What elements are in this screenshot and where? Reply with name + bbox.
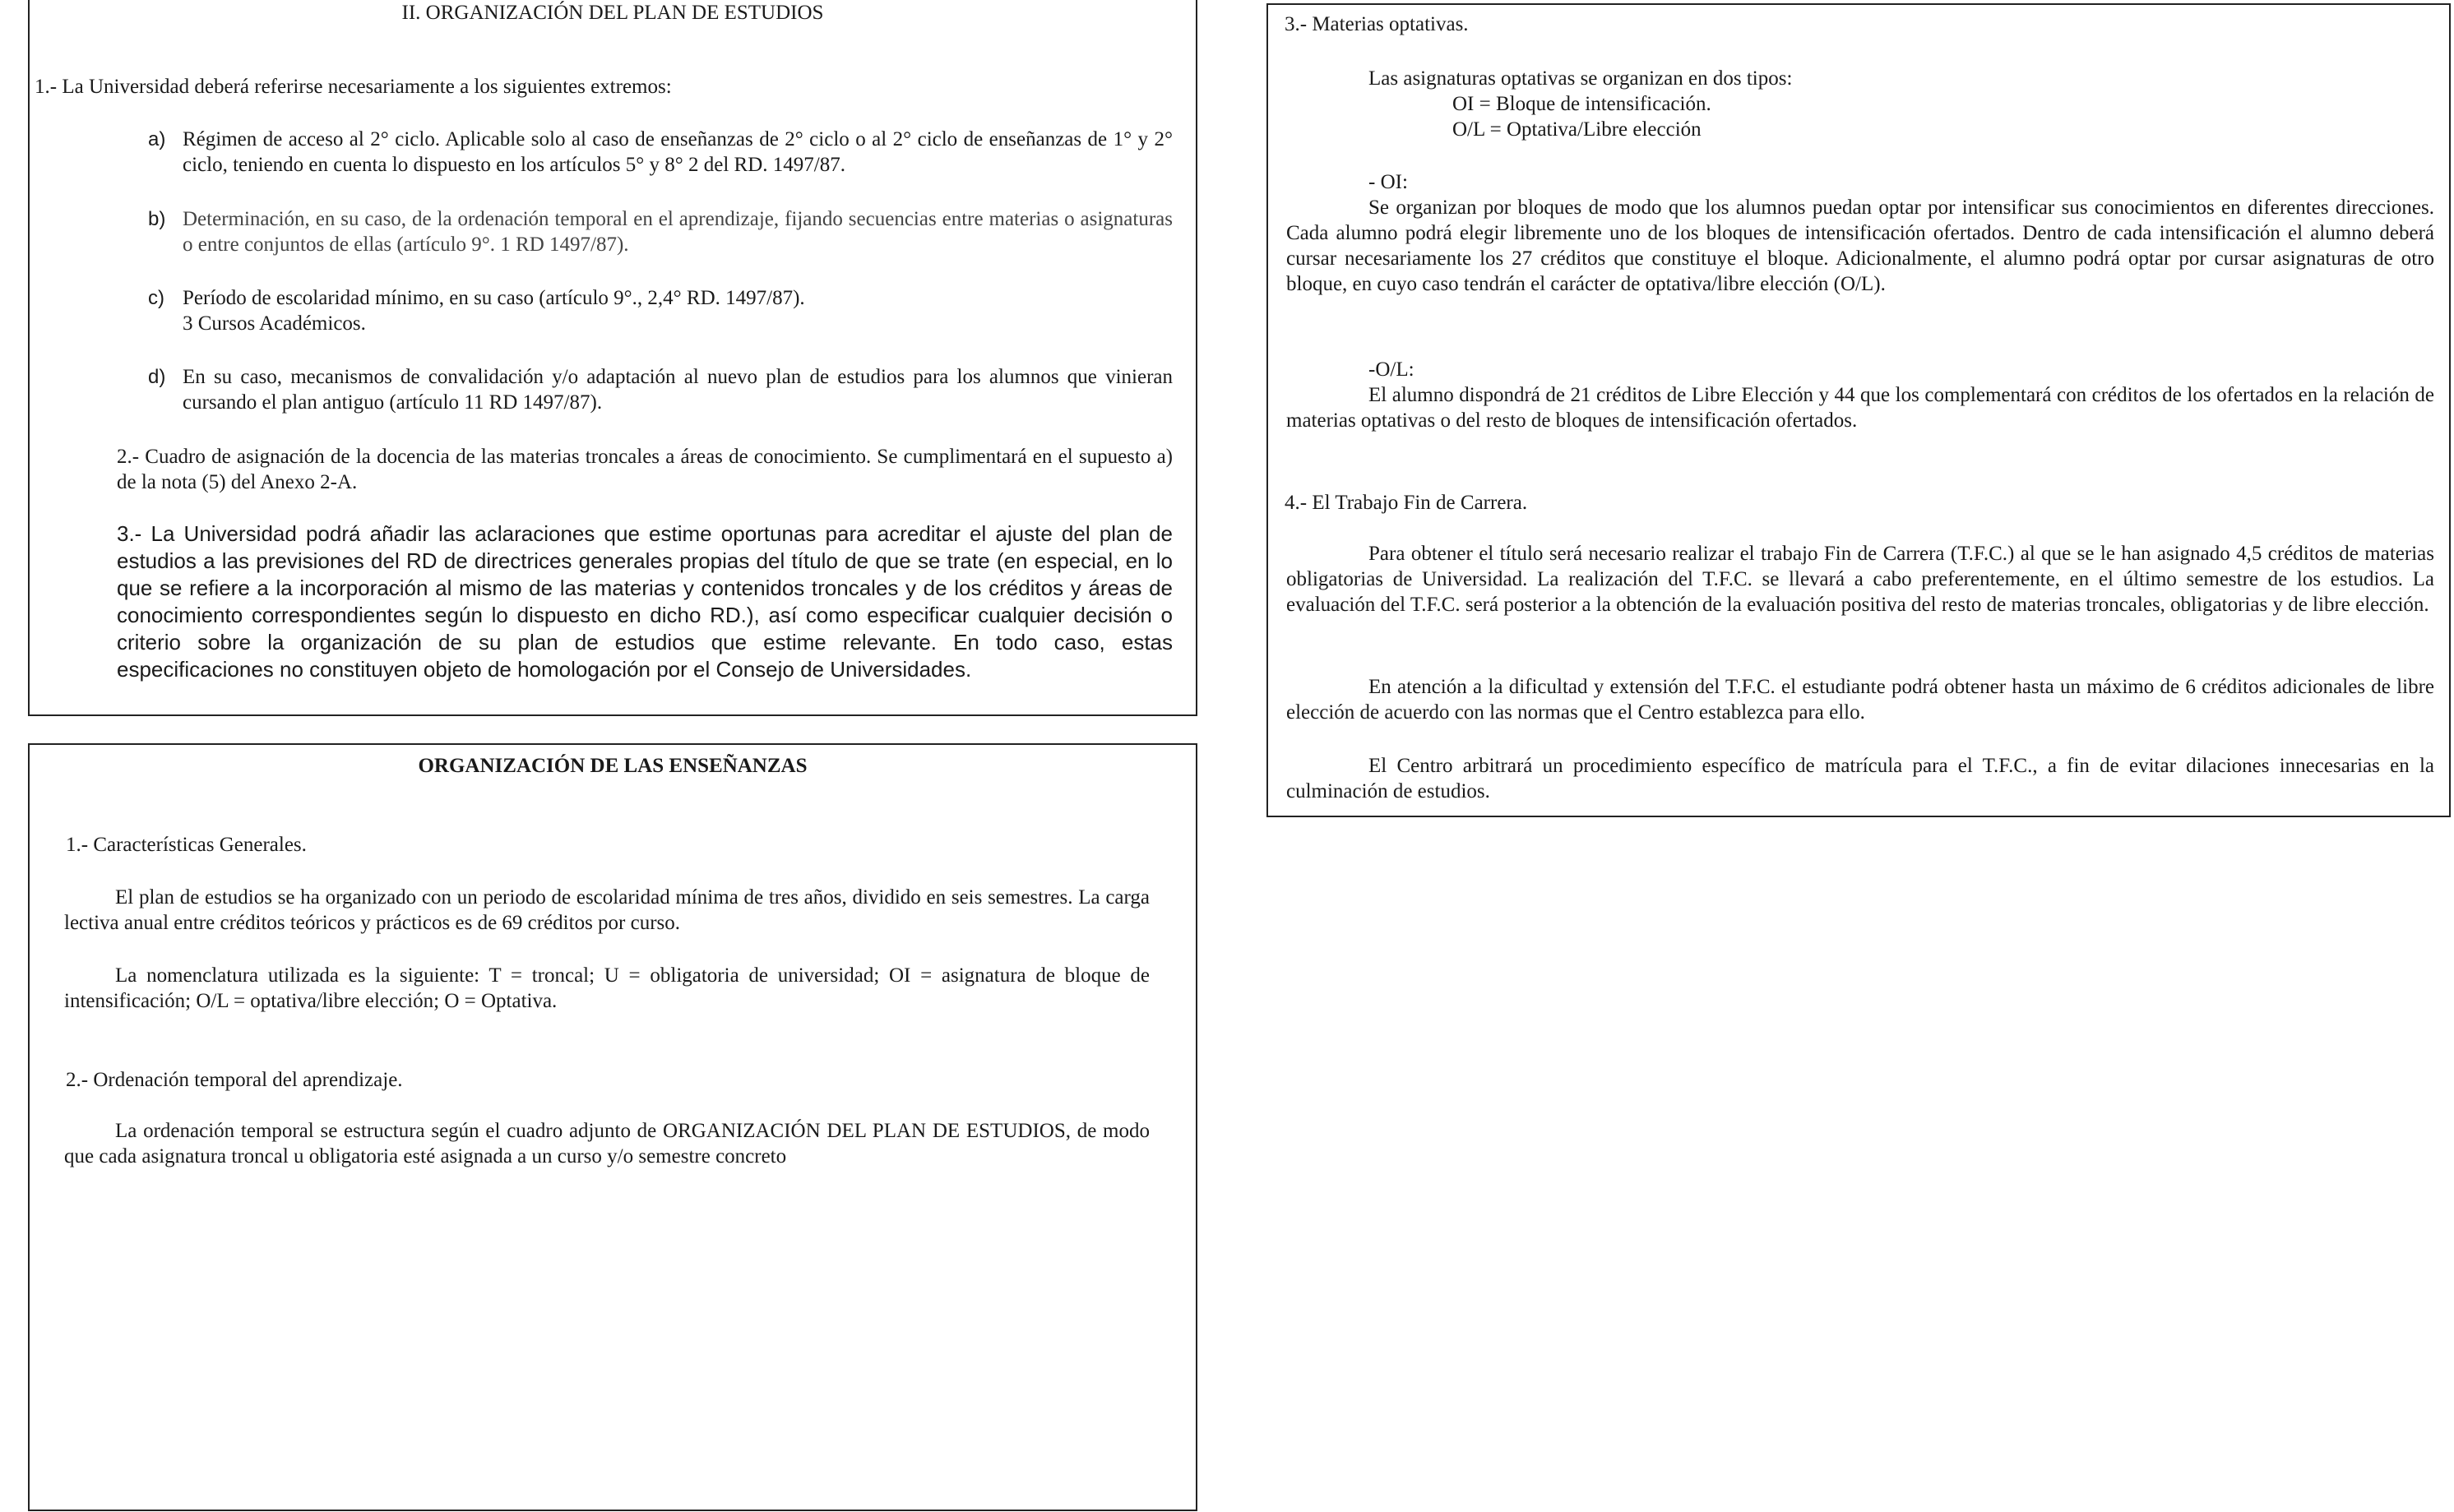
list-item-a: [148, 127, 1173, 179]
subheading-tfc: 4.- El Trabajo Fin de Carrera.: [1285, 492, 1528, 514]
paragraph-plan: El plan de estudios se ha organizado con un periodo de escolaridad mínima de tres años, dividido en seis semestres. La carga lectiva anual entre créditos teóricos y prácticos es de 69 créditos por curso.: [64, 886, 1150, 934]
types-intro: Las asignaturas optativas se organizan en dos tipos:: [1368, 67, 1793, 90]
list-item-b: [148, 206, 1173, 259]
list-label: c): [148, 287, 164, 309]
list-item-c: [148, 285, 1173, 338]
tfc-paragraph-1: Para obtener el título será necesario realizar el trabajo Fin de Carrera (T.F.C.) al que se le han asignado 4,5 créditos de materias obligatorias de Universidad. La realización del T.F.C. se llevará a cabo preferentemente, en el último semestre de los estudios. La evaluación del T.F.C. será posterior a la obtención de la evaluación positiva del resto de materias troncales, obligatorias y de libre elección.: [1286, 543, 2434, 616]
list-label: d): [148, 366, 166, 388]
list-label: b): [148, 208, 166, 230]
list-text: Determinación, en su caso, de la ordenación temporal en el aprendizaje, fijando secuencias entre materias o asignaturas o entre conjuntos de ellas (artículo 9°. 1 RD 1497/87).: [183, 208, 1173, 256]
ol-paragraph: El alumno dispondrá de 21 créditos de Libre Elección y 44 que los complementará con créditos de los ofertados en la relación de materias optativas o del resto de bloques de intensificación ofertados.: [1286, 384, 2434, 432]
list-text: Régimen de acceso al 2° ciclo. Aplicable solo al caso de enseñanzas de 2° ciclo o al 2° ciclo de enseñanzas de 1° y 2° ciclo, teniendo en cuenta lo dispuesto en los artículos 5° y 8° 2 del RD. 1497/87.: [183, 128, 1173, 176]
oi-heading: - OI:: [1368, 171, 1408, 193]
paragraph-3: 3.- La Universidad podrá añadir las aclaraciones que estime oportunas para acreditar el ajuste del plan de estudios a las previsiones del RD de directrices generales propias del título de que se trate (en especial, en lo que se refiere a la incorporación al mismo de las materias y contenidos troncales y de los créditos y áreas de conocimiento correspondientes según lo dispuesto en dicho RD.), así como especificar cualquier decisión o criterio sobre la organización de su plan de estudios que estime relevante. En todo caso, estas especificaciones no constituyen objeto de homologación por el Consejo de Universidades.: [117, 521, 1173, 682]
paragraph-nomenclatura: La nomenclatura utilizada es la siguiente: T = troncal; U = obligatoria de universidad; OI = asignatura de bloque de intensificación; O/L = optativa/libre elección; O = Optativa.: [64, 964, 1150, 1012]
subheading-optativas: 3.- Materias optativas.: [1285, 13, 1469, 35]
section-title: II. ORGANIZACIÓN DEL PLAN DE ESTUDIOS: [401, 2, 824, 24]
ol-heading: -O/L:: [1368, 358, 1415, 381]
section-title: ORGANIZACIÓN DE LAS ENSEÑANZAS: [418, 755, 808, 777]
tfc-paragraph-3: El Centro arbitrará un procedimiento específico de matrícula para el T.F.C., a fin de evitar dilaciones innecesarias en la culminación de estudios.: [1286, 755, 2434, 802]
paragraph-ordenacion: La ordenación temporal se estructura según el cuadro adjunto de ORGANIZACIÓN DEL PLAN DE ESTUDIOS, de modo que cada asignatura troncal u obligatoria esté asignada a un curso y/o semestre concreto: [64, 1120, 1150, 1168]
list-label: a): [148, 128, 166, 150]
list-text: Período de escolaridad mínimo, en su caso (artículo 9°., 2,4° RD. 1497/87).: [183, 287, 805, 309]
tfc-paragraph-2: En atención a la dificultad y extensión del T.F.C. el estudiante podrá obtener hasta un máximo de 6 créditos adicionales de libre elección de acuerdo con las normas que el Centro establezca para ello.: [1286, 676, 2434, 724]
oi-paragraph: Se organizan por bloques de modo que los alumnos puedan optar por intensificar sus conocimientos en diferentes direcciones. Cada alumno podrá elegir libremente uno de los bloques de intensificación ofertados. Dentro de cada intensificación el alumno deberá cursar necesariamente los 27 créditos que constituye el bloque. Adicionalmente, el alumno podrá optar por cursar asignaturas de otro bloque, en cuyo caso tendrán el carácter de optativa/libre elección (O/L).: [1286, 197, 2434, 295]
subheading-caracteristicas: 1.- Características Generales.: [66, 834, 307, 856]
subheading-ordenacion: 2.- Ordenación temporal del aprendizaje.: [66, 1069, 403, 1091]
type-oi: OI = Bloque de intensificación.: [1452, 93, 1711, 115]
list-item-d: [148, 364, 1173, 417]
list-text: En su caso, mecanismos de convalidación y/o adaptación al nuevo plan de estudios para los alumnos que vinieran cursando el plan antiguo (artículo 11 RD 1497/87).: [183, 366, 1173, 414]
type-ol: O/L = Optativa/Libre elección: [1452, 118, 1702, 141]
intro-paragraph: 1.- La Universidad deberá referirse necesariamente a los siguientes extremos:: [35, 76, 672, 98]
paragraph-2: 2.- Cuadro de asignación de la docencia de las materias troncales a áreas de conocimiento. Se cumplimentará en el supuesto a) de la nota (5) del Anexo 2-A.: [117, 446, 1173, 493]
list-extra-text: 3 Cursos Académicos.: [183, 312, 366, 335]
